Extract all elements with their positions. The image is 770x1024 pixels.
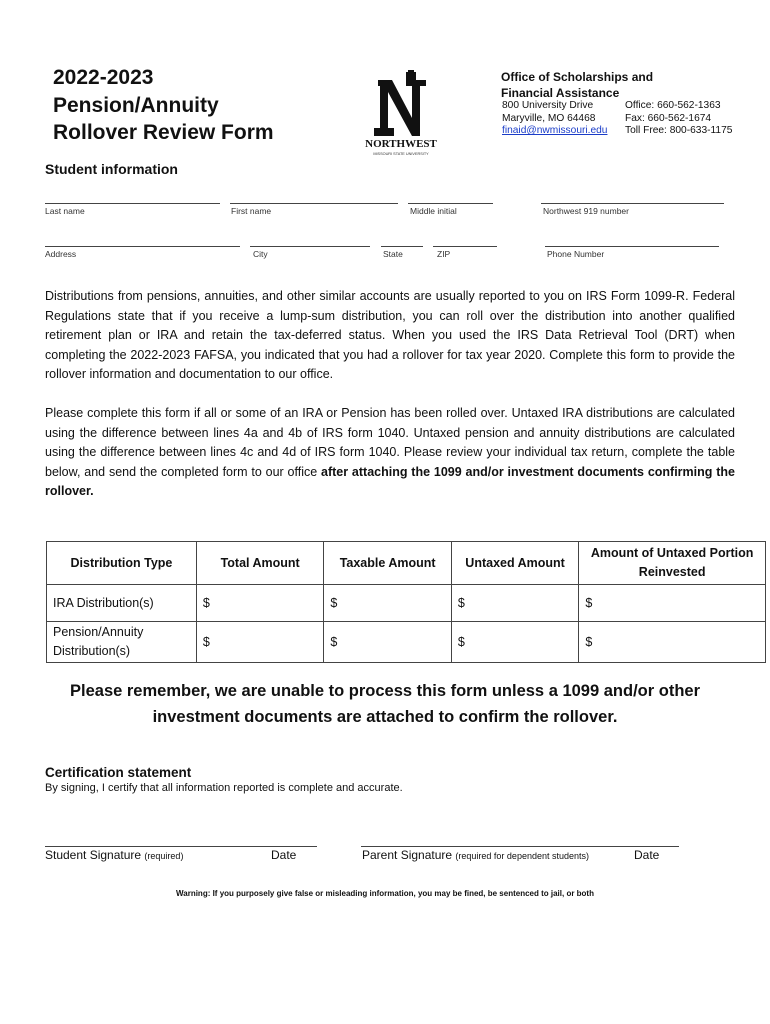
intro-paragraph: Distributions from pensions, annuities, and other similar accounts are usually reported to you on IRS Form 1099-R. Federal Regulations state that if you receive a lump-sum distribution, you can roll over the distribution into another qualified retirement plan or IRA and retain the tax-deferred status. When you used the IRS Data Retrieval Tool (DRT) when completing the 2022-2023 FAFSA, you indicated that you had a rollover for tax year 2020. Complete this form to provide the rollover information and documentation to our office.	[45, 289, 735, 382]
instructions-paragraph	[45, 404, 735, 502]
pension-taxable-cell[interactable]: $	[324, 622, 451, 663]
first-name-label: First name	[231, 206, 272, 216]
office-phone: Office: 660-562-1363	[625, 100, 721, 111]
office-address	[502, 100, 607, 138]
instructions-text: Please complete this form if all or some of an IRA or Pension has been rolled over. Untaxed IRA distributions are calculated using the difference between lines 4a and 4b of IRS form 1040. Untaxed pension and annuity distributions are calculated using the difference between lines 4c and 4d of IRS form 1040. Please review your individual tax return, complete the table below, and send the completed form to our office	[45, 406, 735, 479]
ira-taxable-cell[interactable]: $	[324, 585, 451, 622]
reminder-text: Please remember, we are unable to process this form unless a 1099 and/or other investment documents are attached to confirm the rollover.	[70, 682, 700, 726]
header-reinvested: Amount of Untaxed Portion Reinvested	[579, 542, 766, 585]
address-line[interactable]	[45, 246, 240, 247]
last-name-label: Last name	[45, 206, 85, 216]
distribution-table	[46, 541, 766, 663]
fax-number: Fax: 660-562-1674	[625, 112, 712, 124]
office-name	[501, 69, 653, 101]
office-contacts	[625, 100, 732, 138]
address-line1: 800 University Drive	[502, 100, 594, 111]
header-taxable-amount: Taxable Amount	[324, 542, 451, 585]
row-label-pension: Pension/Annuity Distribution(s)	[47, 622, 197, 663]
title-line2: Pension/Annuity	[53, 93, 219, 117]
northwest-logo	[356, 70, 446, 156]
pension-untaxed-cell[interactable]: $	[451, 622, 578, 663]
certification-heading: Certification statement	[45, 765, 192, 780]
header-total-amount: Total Amount	[196, 542, 323, 585]
student-signature-line[interactable]	[45, 846, 317, 847]
table-row	[47, 622, 766, 663]
ira-untaxed-cell[interactable]: $	[451, 585, 578, 622]
header-untaxed-amount: Untaxed Amount	[451, 542, 578, 585]
state-line[interactable]	[381, 246, 423, 247]
address-line2: Maryville, MO 64468	[502, 112, 596, 124]
title-year: 2022-2023	[53, 66, 154, 89]
student-sig-text: Student Signature	[45, 848, 142, 862]
ira-total-cell[interactable]: $	[196, 585, 323, 622]
logo-n-icon	[356, 70, 446, 156]
parent-sig-text: Parent Signature	[362, 848, 453, 862]
phone-line[interactable]	[545, 246, 719, 247]
id-number-line[interactable]	[541, 203, 724, 204]
parent-date-label: Date	[634, 848, 660, 862]
last-name-line[interactable]	[45, 203, 220, 204]
student-signature-label	[45, 848, 183, 862]
parent-sig-note: (required for dependent students)	[455, 851, 589, 861]
address-label: Address	[45, 249, 77, 259]
state-label: State	[383, 249, 403, 259]
toll-free-number: Toll Free: 800-633-1175	[625, 125, 733, 136]
form-title	[53, 64, 274, 147]
pension-total-cell[interactable]: $	[196, 622, 323, 663]
email-link[interactable]: finaid@nwmissouri.edu	[502, 125, 608, 136]
office-name-line1: Office of Scholarships and	[501, 70, 654, 84]
parent-signature-label	[362, 848, 589, 862]
phone-label: Phone Number	[547, 249, 605, 259]
row-label-ira: IRA Distribution(s)	[47, 585, 197, 622]
zip-label: ZIP	[437, 249, 451, 259]
first-name-line[interactable]	[230, 203, 398, 204]
table-row	[47, 585, 766, 622]
middle-initial-line[interactable]	[408, 203, 493, 204]
student-date-label: Date	[271, 848, 297, 862]
title-line3: Rollover Review Form	[53, 121, 274, 144]
warning-text: Warning: If you purposely give false or misleading information, you may be fined, be sentenced to jail, or both	[176, 889, 594, 898]
logo-text: NORTHWEST	[365, 138, 437, 150]
student-sig-note: (required)	[144, 851, 184, 861]
parent-signature-line[interactable]	[361, 846, 679, 847]
ira-reinvested-cell[interactable]: $	[579, 585, 766, 622]
office-name-line2: Financial Assistance	[501, 86, 620, 100]
city-label: City	[253, 249, 268, 259]
zip-line[interactable]	[433, 246, 497, 247]
table-header-row	[47, 542, 766, 585]
certification-text: By signing, I certify that all information reported is complete and accurate.	[45, 782, 403, 794]
header-distribution-type: Distribution Type	[47, 542, 197, 585]
logo-subtext: MISSOURI STATE UNIVERSITY	[373, 152, 429, 156]
id-number-label: Northwest 919 number	[543, 206, 629, 216]
student-info-heading: Student information	[45, 161, 178, 177]
middle-initial-label: Middle initial	[410, 206, 457, 216]
pension-reinvested-cell[interactable]: $	[579, 622, 766, 663]
instructions-bold: after attaching the 1099 and/or investment documents confirming the rollover.	[45, 464, 735, 499]
city-line[interactable]	[250, 246, 370, 247]
